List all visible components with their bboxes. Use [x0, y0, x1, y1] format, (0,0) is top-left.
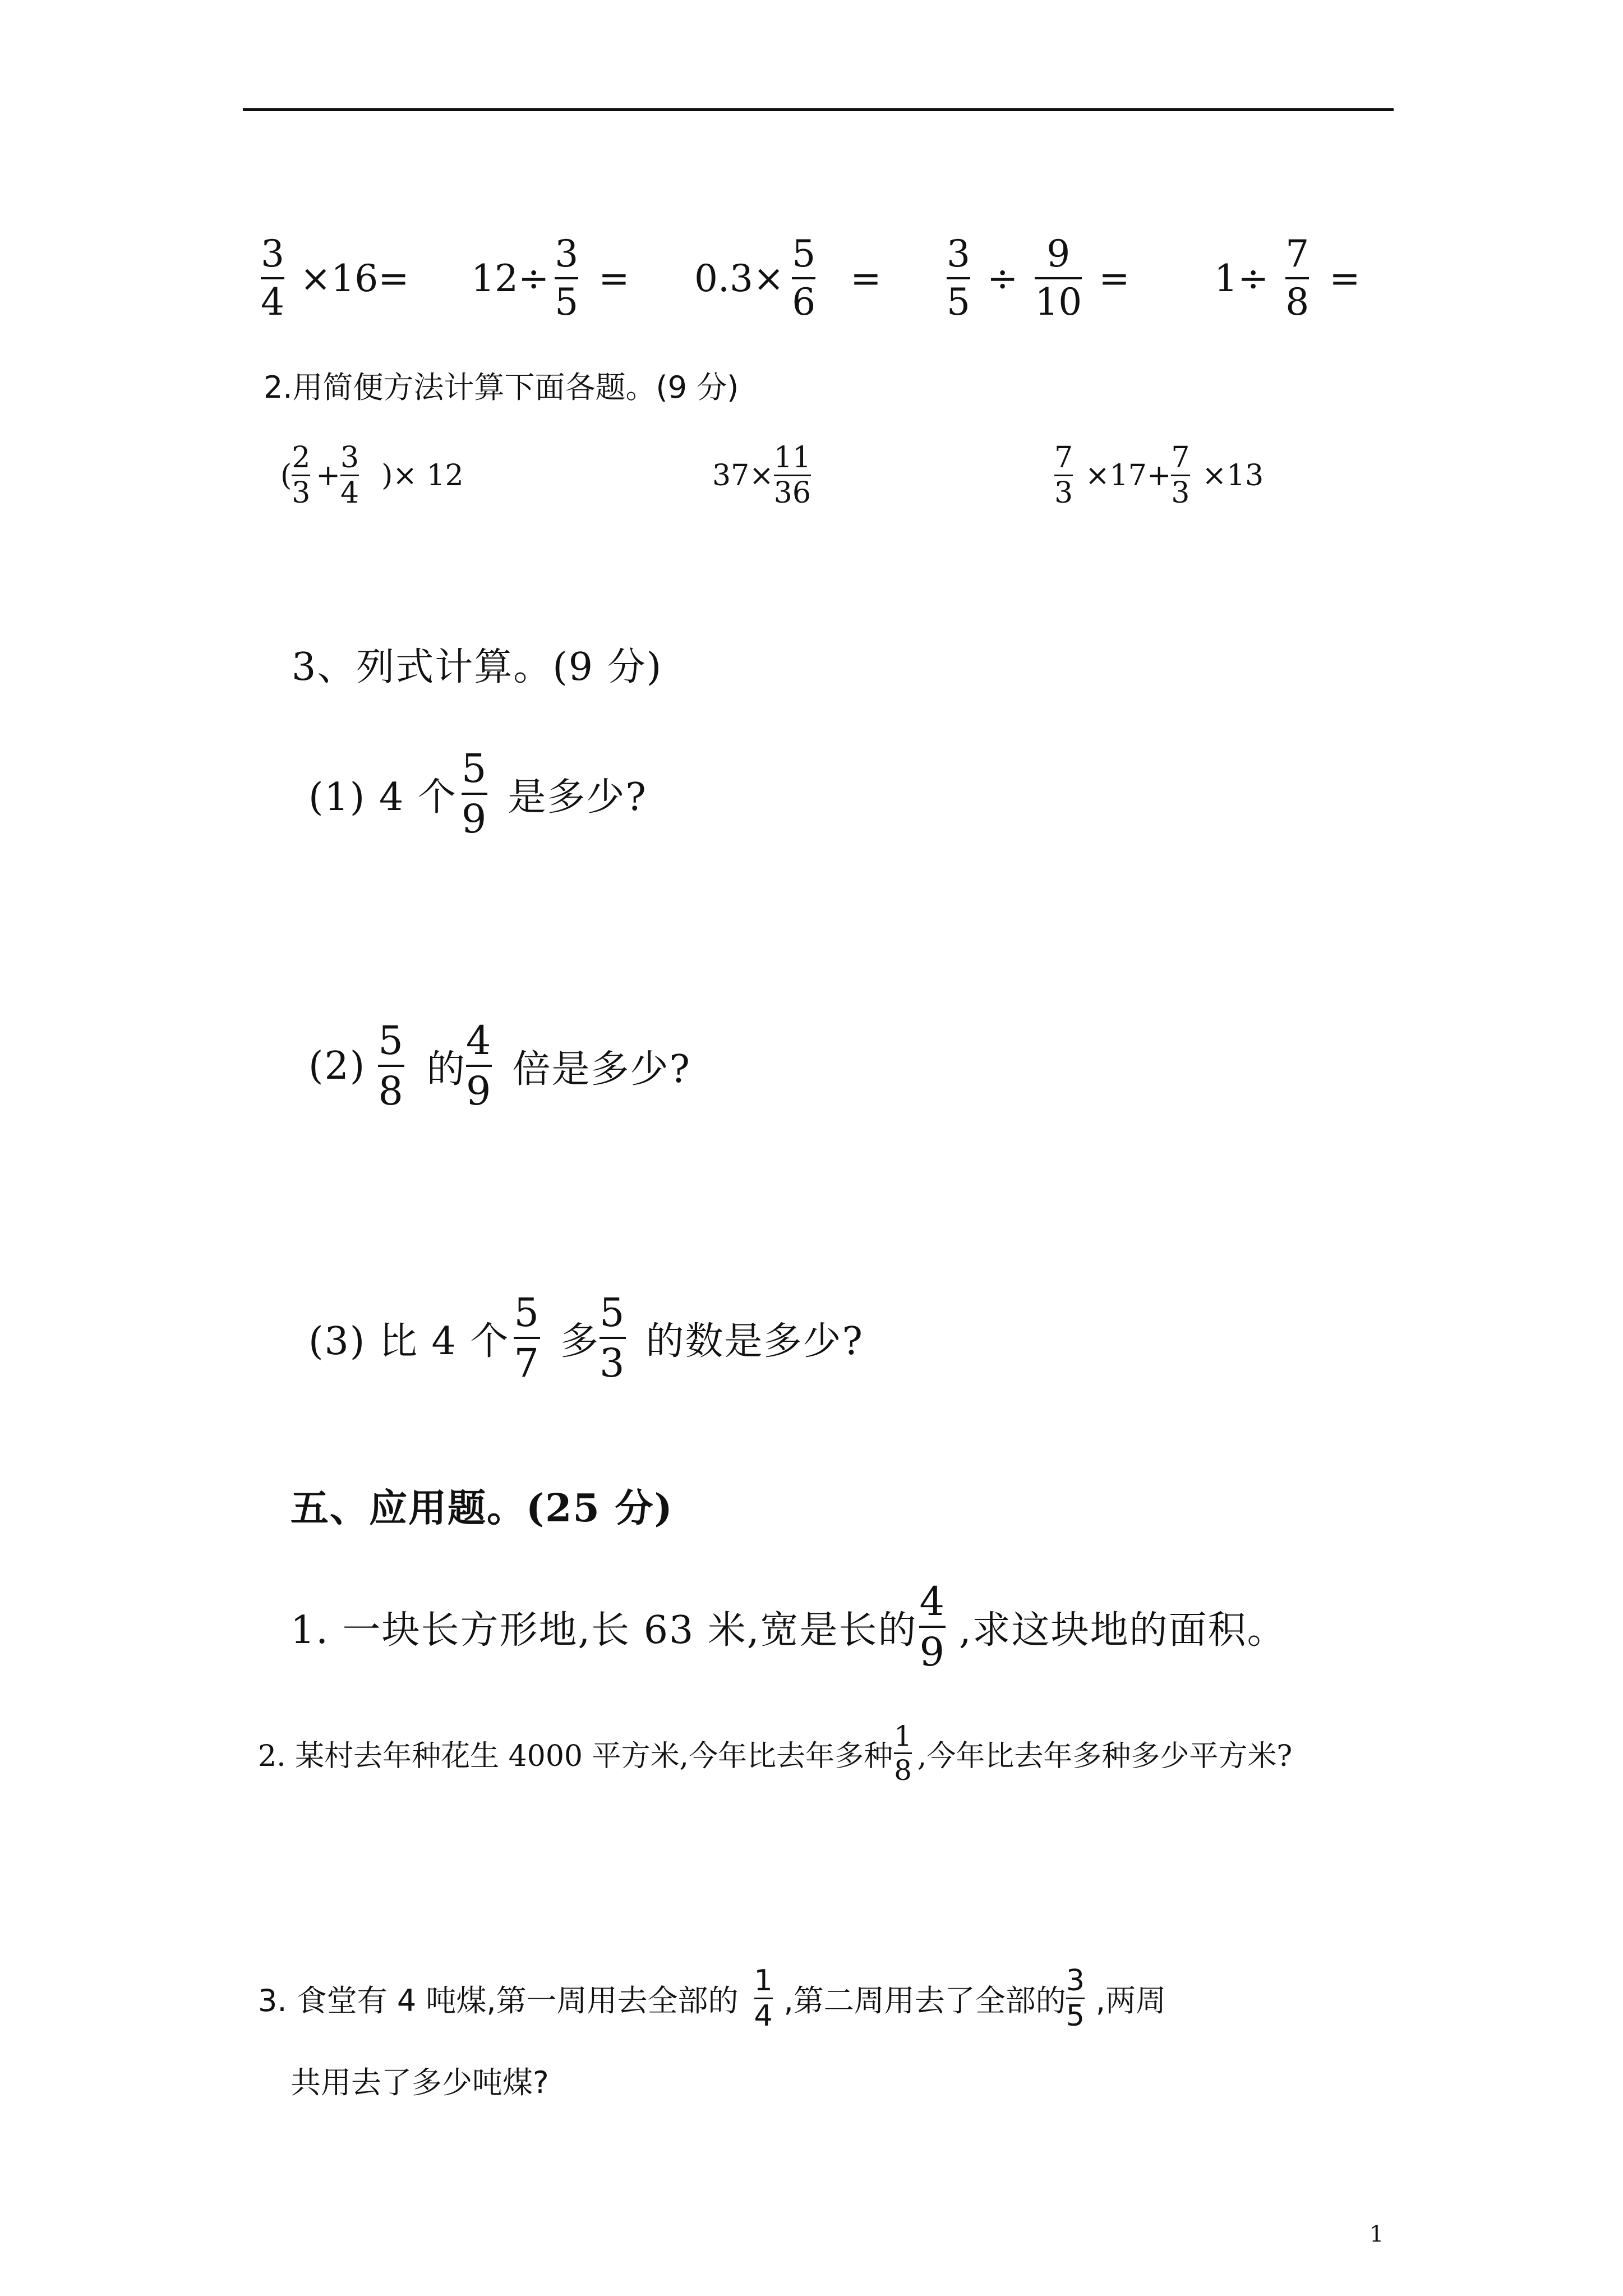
q2-expr-2: 37× $\frac{11}{36}$: [712, 441, 811, 510]
q5-item-2: 2. 某村去年种花生 4000 平方米,今年比去年多种 $\frac{1}{8}$ ,今年比去年多种多少平方米?: [258, 1720, 1293, 1787]
q5-heading: 五、应用题。(25 分): [291, 1486, 674, 1531]
calc-4: $\frac{3}{5}$ ÷ $\frac{9}{10}$ =: [947, 232, 1130, 324]
q2-heading: 2.用简便方法计算下面各题。(9 分): [264, 370, 739, 405]
header-rule: [243, 108, 1394, 111]
fraction: $\frac{3}{5}$: [1066, 1964, 1085, 2033]
fraction: $\frac{5}{3}$: [600, 1290, 626, 1386]
q5-item-3: 3. 食堂有 4 吨煤,第一周用去全部的 $\frac{1}{4}$ ,第二周用去了全部的 $\frac{3}{5}$ ,两周: [258, 1964, 1166, 2033]
fraction: $\frac{7}{3}$: [1171, 441, 1190, 510]
fraction: $\frac{3}{5}$: [555, 232, 579, 324]
fraction: $\frac{5}{9}$: [461, 746, 488, 842]
q3-heading: 3、列式计算。(9 分): [292, 645, 663, 689]
fraction: $\frac{7}{3}$: [1054, 441, 1073, 510]
q5-item-1: 1. 一块长方形地,长 63 米,宽是长的 $\frac{4}{9}$ ,求这块地的面积。: [291, 1579, 1287, 1675]
q3-item-2: (2) $\frac{5}{8}$ 的 $\frac{4}{9}$ 倍是多少?: [308, 1018, 691, 1114]
fraction: $\frac{3}{5}$: [947, 232, 970, 324]
fraction: $\frac{2}{3}$: [292, 441, 311, 510]
fraction: $\frac{7}{8}$: [1285, 232, 1310, 324]
fraction: $\frac{3}{4}$: [340, 441, 359, 510]
calc-3: 0.3× $\frac{5}{6}$ =: [694, 232, 882, 324]
fraction: $\frac{11}{36}$: [773, 441, 811, 510]
fraction: $\frac{4}{9}$: [919, 1579, 946, 1675]
q2-expr-3: $\frac{7}{3}$ ×17+ $\frac{7}{3}$ ×13: [1054, 441, 1264, 510]
q3-item-3: (3) 比 4 个 $\frac{5}{7}$ 多 $\frac{5}{3}$ 的数是多少?: [308, 1290, 864, 1386]
fraction: $\frac{1}{8}$: [894, 1720, 912, 1787]
page-number: 1: [1370, 2221, 1384, 2247]
q5-item-3-line2: 共用去了多少吨煤?: [291, 2065, 549, 2100]
q3-item-1: (1) 4 个 $\frac{5}{9}$ 是多少?: [308, 746, 647, 842]
fraction: $\frac{5}{6}$: [792, 232, 816, 324]
fraction: $\frac{4}{9}$: [465, 1018, 492, 1114]
calc-5: 1÷ $\frac{7}{8}$ =: [1214, 232, 1361, 324]
fraction: $\frac{5}{7}$: [514, 1290, 540, 1386]
calc-2: 12÷ $\frac{3}{5}$ =: [471, 232, 630, 324]
fraction: $\frac{3}{4}$: [261, 232, 284, 324]
q2-expr-1: ( $\frac{2}{3}$ + $\frac{3}{4}$ )× 12: [280, 441, 464, 510]
fraction: $\frac{9}{10}$: [1035, 232, 1082, 324]
fraction: $\frac{1}{4}$: [754, 1964, 773, 2033]
calc-1: $\frac{3}{4}$ ×16=: [261, 232, 409, 324]
fraction: $\frac{5}{8}$: [378, 1018, 404, 1114]
